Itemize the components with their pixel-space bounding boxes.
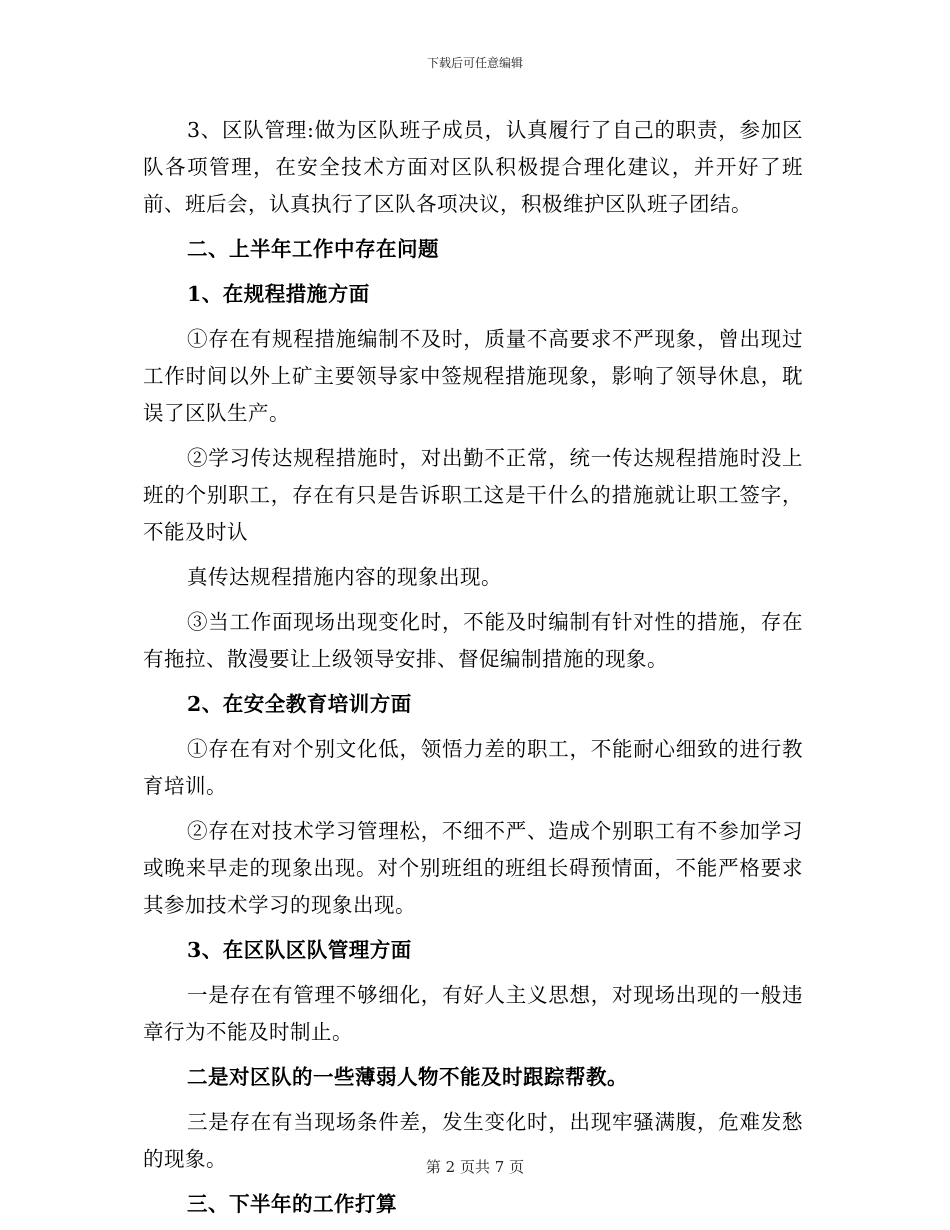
heading-plans: 三、下半年的工作打算 xyxy=(187,1192,397,1216)
page-footer: 第 2 页共 7 页 xyxy=(425,1158,525,1176)
paragraph-procedure-item-2-cont: 真传达规程措施内容的现象出现。 xyxy=(187,565,502,589)
paragraph-training-item-1: ①存在有对个别文化低，领悟力差的职工，不能耐心细致的进行教育培训。 xyxy=(143,737,803,798)
paragraph-procedure-item-2: ②学习传达规程措施时，对出勤不正常，统一传达规程措施时没上班的个别职工，存在有只是告诉职工这是干什么的措施就让职工签字，不能及时认 xyxy=(143,446,803,544)
page-header: 下载后可任意编辑 xyxy=(426,56,523,70)
heading-procedures: 1、在规程措施方面 xyxy=(187,282,370,306)
paragraph-training-item-2: ②存在对技术学习管理松，不细不严、造成个别职工有不参加学习或晚来早走的现象出现。对个别班组的班组长碍预情面，不能严格要求其参加技术学习的现象出现。 xyxy=(143,819,803,917)
paragraph-team-management: 3、区队管理:做为区队班子成员，认真履行了自己的职责，参加区队各项管理，在安全技术方面对区队积极提合理化建议，并开好了班前、班后会，认真执行了区队各项决议，积极维护区队班子团结。 xyxy=(143,118,803,216)
heading-management: 3、在区队区队管理方面 xyxy=(187,938,412,962)
heading-training: 2、在安全教育培训方面 xyxy=(187,692,412,716)
paragraph-procedure-item-3: ③当工作面现场出现变化时，不能及时编制有针对性的措施，存在有拖拉、散漫要让上级领导安排、督促编制措施的现象。 xyxy=(143,610,803,671)
heading-problems: 二、上半年工作中存在问题 xyxy=(187,237,439,261)
paragraph-management-item-3: 三是存在有当现场条件差，发生变化时，出现牢骚满腹，危难发愁的现象。 xyxy=(143,1110,803,1171)
paragraph-management-item-1: 一是存在有管理不够细化，有好人主义思想，对现场出现的一般违章行为不能及时制止。 xyxy=(143,983,803,1044)
paragraph-procedure-item-1: ①存在有规程措施编制不及时，质量不高要求不严现象，曾出现过工作时间以外上矿主要领导家中签规程措施现象，影响了领导休息，耽误了区队生产。 xyxy=(143,327,803,425)
paragraph-management-item-2: 二是对区队的一些薄弱人物不能及时跟踪帮教。 xyxy=(187,1065,628,1089)
document-body xyxy=(143,112,803,1223)
